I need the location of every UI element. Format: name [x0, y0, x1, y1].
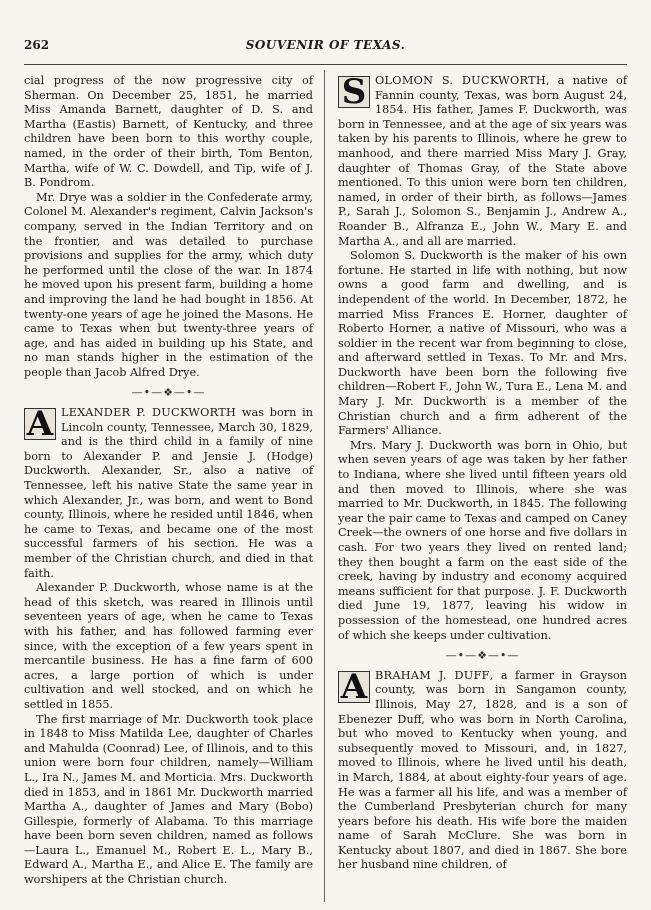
biography-text: , a farmer in Grayson county, was born in Sangamon county, Illinois, May 27, 1828, and is a son of Ebenezer Duff, who was born in North Carolina, but who moved to Kentucky when young, and subsequently moved to Missouri, and, in 1827, moved to Illinois, where he lived until his death, in March, 1884, at about eighty-four years of age. He was a farmer all his life, and was a member of the Cumberland Presbyterian church for many years before his death. His wife bore the maiden name of Sarah McClure. She was born in Kentucky about 1807, and died in 1867. She bore her husband nine children, of — [338, 668, 627, 872]
drye-paragraph-2: Mr. Drye was a soldier in the Confederate army, Colonel M. Alexander's regiment, Calvin Jackson's company, served in the Indian Territory and on the frontier, and was detailed to purchase provisions and supplies for the army, which duty he performed until the close of the war. In 1874 he moved upon his present farm, building a home and improving the land he had bought in 1856. At twenty-one years of age he joined the Masons. He came to Texas when but twenty-three years of age, and has aided in building up his State, and no man stands higher in the estimation of the people than Jacob Alfred Drye. — [24, 190, 313, 379]
biography-text: , a native of Fannin county, Texas, was born August 24, 1854. His father, James F. Duckworth, was born in Tennessee, and at the age of six years was taken by his parents to Illinois, where he grew to manhood, and there married Miss Mary J. Gray, daughter of Thomas Gray, of the State above mentioned. To this union were born ten children, named, in order of their birth, as follows—James P., Sarah J., Solomon S., Benjamin J., Andrew A., Roander B., Alfranza E., John W., Mary E. and Martha A., and all are married. — [338, 74, 627, 248]
running-title: SOUVENIR OF TEXAS. — [245, 38, 406, 52]
alexander-duckworth-paragraph-3: The first marriage of Mr. Duckworth took place in 1848 to Miss Matilda Lee, daughter of Charles and Mahulda (Coonrad) Lee, of Illinois, and to this union were born four children, namely—William L., Ira N., James M. and Morticia. Mrs. Duckworth died in 1853, and in 1861 Mr. Duckworth married Martha A., daughter of James and Mary (Bobo) Gillespie, formerly of Alabama. To this marriage have been born seven children, named as follows—Laura L., Emanuel M., Robert E. L., Mary B., Edward A., Martha E., and Alice E. The family are worshipers at the Christian church. — [24, 712, 313, 887]
page-header — [24, 38, 627, 54]
drop-cap: S — [338, 76, 370, 108]
section-ornament: —•—❖—•— — [131, 386, 206, 400]
solomon-duckworth-paragraph-3: Mrs. Mary J. Duckworth was born in Ohio, but when seven years of age was taken by her father to Indiana, where she lived until fifteen years old and then moved to Illinois, where she was married to Mr. Duckworth, in 1845. The following year the pair came to Texas and camped on Caney Creek—the owners of one horse and five dollars in cash. For two years they lived on rented land; they then bought a farm on the east side of the creek, having by industry and economy acquired means sufficient for that purpose. J. F. Duckworth died June 19, 1877, leaving his widow in possession of the homestead, one hundred acres of which she keeps under cultivation. — [338, 438, 627, 642]
biography-name: BRAHAM J. DUFF — [375, 668, 490, 682]
biography-text: was born in Lincoln county, Tennessee, March 30, 1829, and is the third child in a family of nine born to Alexander P. and Jensie J. (Hodge) Duckworth. Alexander, Sr., also a native of Tennessee, left his native State the same year in which Alexander, Jr., was born, and went to Bond county, Illinois, where he resided until 1846, when he came to Texas, and became one of the most successful farmers of his section. He was a member of the Christian church, and died in that faith. — [24, 406, 314, 580]
left-column — [24, 74, 313, 888]
column-divider — [324, 70, 325, 902]
solomon-duckworth-paragraph-2: Solomon S. Duckworth is the maker of his own fortune. He started in life with nothing, but now owns a good farm and dwelling, and is independent of the world. In December, 1872, he married Miss Frances E. Horner, daughter of Roberto Horner, a native of Missouri, who was a soldier in the recent war from beginning to close, and afterward settled in Texas. To Mr. and Mrs. Duckworth have been born the following five children—Robert F., John W., Tura E., Lena M. and Mary J. Mr. Duckworth is a member of the Christian church and a firm adherent of the Farmers' Alliance. — [338, 249, 627, 438]
page-number: 262 — [24, 38, 50, 52]
section-ornament: —•—❖—•— — [445, 649, 520, 663]
biography-name: LEXANDER P. DUCKWORTH — [61, 406, 237, 420]
alexander-duckworth-paragraph-2: Alexander P. Duckworth, whose name is at the head of this sketch, was reared in Illinois until seventeen years of age, when he came to Texas with his father, and has followed farming ever since, with the exception of a few years spent in mercantile business. He has a fine farm of 600 acres, a large portion of which is under cultivation and well stocked, and on which he settled in 1855. — [24, 581, 313, 711]
solomon-duckworth-intro — [338, 74, 627, 249]
right-column — [338, 74, 627, 873]
drye-paragraph-1: cial progress of the now progressive city of Sherman. On December 25, 1851, he married Miss Amanda Barnett, daughter of D. S. and Martha (Eastis) Barnett, of Kentucky, and three children have been born to this worthy couple, named, in the order of their birth, Tom Benton, Martha, wife of W. C. Dowdell, and Tip, wife of J. B. Pondrom. — [24, 74, 313, 190]
biography-name: OLOMON S. DUCKWORTH — [375, 74, 547, 87]
drop-cap: A — [338, 671, 370, 703]
alexander-duckworth-intro — [24, 406, 313, 581]
header-rule — [24, 64, 627, 65]
abraham-duff-intro — [338, 666, 627, 873]
drop-cap: A — [24, 408, 56, 440]
